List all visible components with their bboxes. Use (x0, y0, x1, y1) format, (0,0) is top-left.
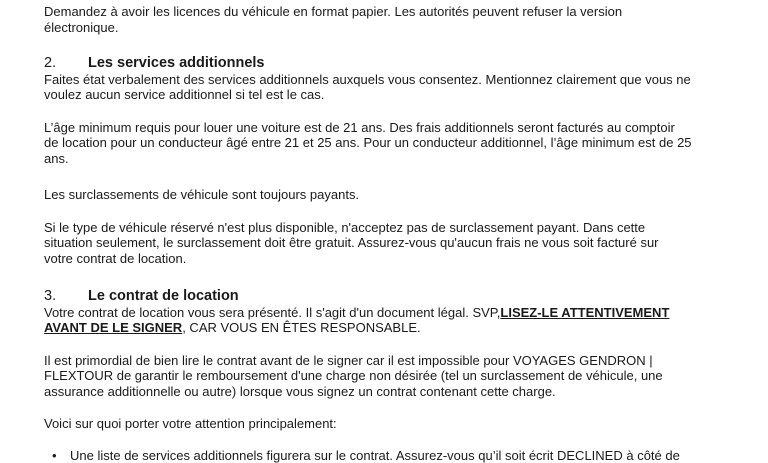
section-3-p1-prefix: Votre contrat de location vous sera présenté. Il s'agit d'un document légal. SVP, (44, 305, 500, 320)
section-3-paragraph-1 (44, 305, 724, 336)
section-3-number: 3. (44, 289, 88, 305)
warning-read-carefully: LISEZ-LE ATTENTIVEMENT (500, 305, 669, 320)
section-2-p1-line-1: Faites état verbalement des services additionnels auxquels vous consentez. Mentionnez clairement que vous ne (44, 72, 691, 87)
section-3-p2-line-3: assurance additionnelle ou autre) lorsque vous signez un contrat contenant cette charge. (44, 384, 556, 399)
section-2-title: Les services additionnels (88, 56, 265, 72)
section-2-number: 2. (44, 56, 88, 72)
attention-list (44, 448, 724, 463)
section-2-paragraph-1 (44, 72, 724, 103)
section-3-paragraph-2 (44, 353, 724, 400)
section-2-p2-line-3: ans. (44, 151, 69, 166)
document-page (44, 0, 724, 463)
section-2-paragraph-4 (44, 220, 724, 267)
section-2-paragraph-2 (44, 120, 724, 167)
section-2-p2-line-1: L’âge minimum requis pour louer une voiture est de 21 ans. Des frais additionnels seront facturés au comptoir (44, 120, 675, 135)
intro-line-1: Demandez à avoir les licences du véhicule en format papier. Les autorités peuvent refuser la version (44, 4, 622, 19)
warning-before-signing: AVANT DE LE SIGNER (44, 320, 182, 335)
list-item-text: Une liste de services additionnels figurera sur le contrat. Assurez-vous qu’il soit écrit DECLINED à côté de (70, 448, 680, 463)
section-2-heading (44, 56, 724, 72)
section-3-p2-line-1: Il est primordial de bien lire le contrat avant de le signer car il est impossible pour VOYAGES GENDRON | (44, 353, 653, 368)
section-2-p1-line-2: voulez aucun service additionnel si tel est le cas. (44, 87, 324, 102)
section-2-p4-line-1: Si le type de véhicule réservé n'est plus disponible, n'acceptez pas de surclassement payant. Dans cette (44, 220, 645, 235)
section-3-paragraph-3: Voici sur quoi porter votre attention principalement: (44, 416, 724, 432)
bullet-icon: • (52, 448, 57, 463)
section-2-paragraph-3: Les surclassements de véhicule sont toujours payants. (44, 187, 724, 203)
intro-line-2: électronique. (44, 20, 118, 35)
section-2-p2-line-2: de location pour un conducteur âgé entre 21 et 25 ans. Pour un conducteur additionnel, l’âge minimum est de 25 (44, 135, 692, 150)
section-3-title: Le contrat de location (88, 289, 239, 305)
section-2-p4-line-3: votre contrat de location. (44, 251, 186, 266)
list-item (44, 448, 724, 463)
section-3-p1-suffix: , CAR VOUS EN ÊTES RESPONSABLE. (182, 320, 420, 335)
intro-paragraph (44, 4, 724, 35)
section-2-p4-line-2: situation seulement, le surclassement doit être gratuit. Assurez-vous qu'aucun frais ne vous soit facturé sur (44, 235, 659, 250)
section-3-heading (44, 289, 724, 305)
section-3-p2-line-2: FLEXTOUR de garantir le remboursement d'une charge non désirée (tel un surclassement de véhicule, une (44, 368, 663, 383)
